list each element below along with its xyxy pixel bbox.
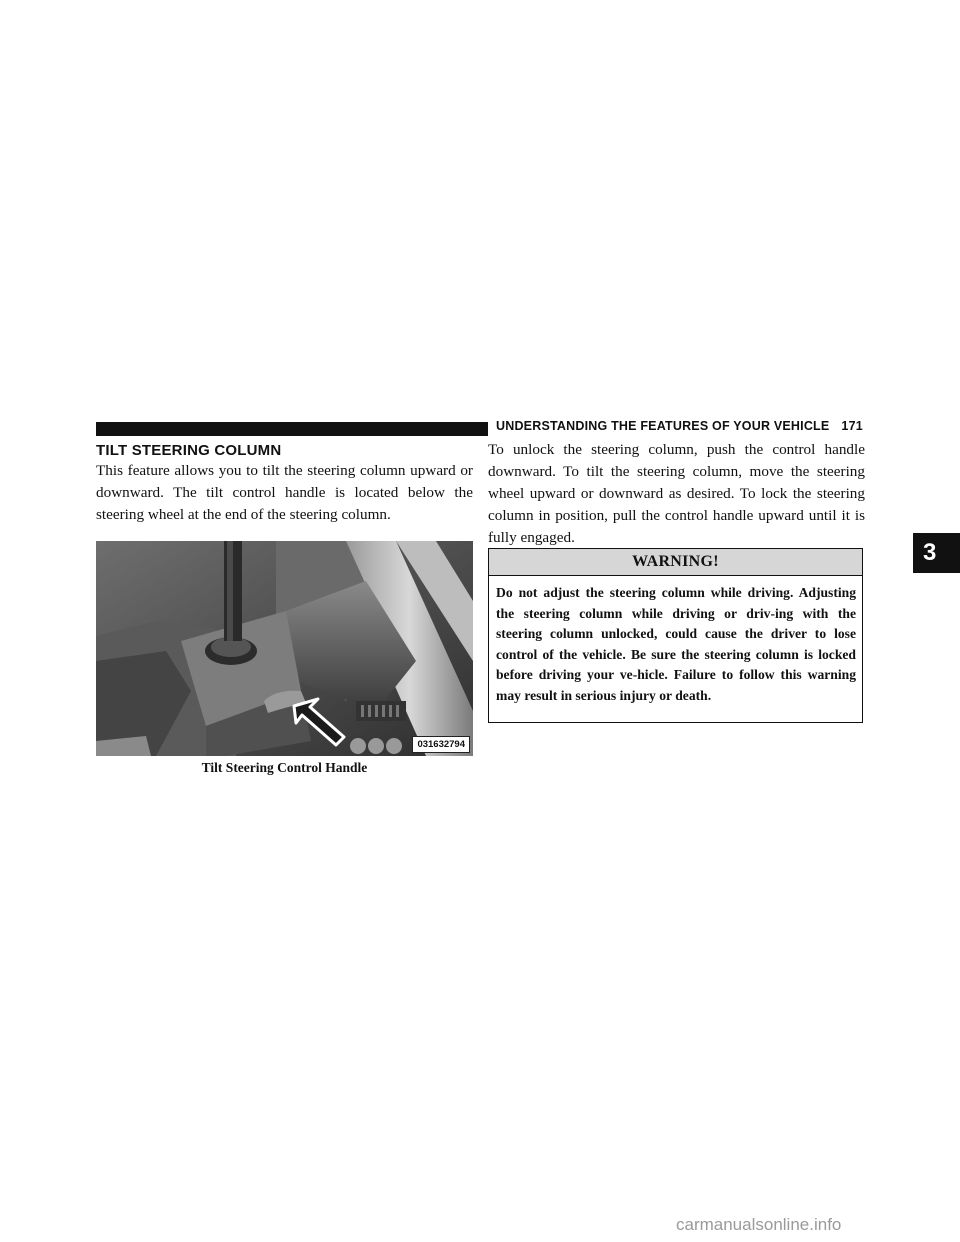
steering-control-photo	[96, 541, 473, 756]
warning-box	[488, 548, 863, 723]
header-title: UNDERSTANDING THE FEATURES OF YOUR VEHICLE	[496, 419, 830, 433]
instructions-paragraph: To unlock the steering column, push the control handle downward. To tilt the steering column, move the steering wheel upward or downward as desired. To lock the steering column in position, pull the control handle upward until it is fully engaged.	[488, 441, 865, 546]
figure-caption: Tilt Steering Control Handle	[201, 760, 368, 775]
section-title: TILT STEERING COLUMN	[96, 442, 282, 459]
warning-text: Do not adjust the steering column while driving. Adjusting the steering column while driving or driv-ing with the steering column unlocked, could cause the driver to lose control of the vehicle. Be sure the steering column is locked before driving your ve-hicle. Failure to follow this warning may result in serious injury or death.	[496, 585, 856, 703]
warning-title: WARNING!	[489, 549, 862, 576]
chapter-tab: 3	[913, 533, 960, 573]
header-rule	[96, 422, 488, 436]
figure-code: 031632794	[412, 736, 470, 753]
running-header	[496, 419, 863, 433]
page-number: 171	[841, 419, 863, 433]
photo-illustration	[96, 541, 473, 756]
watermark: carmanualsonline.info	[676, 1215, 842, 1234]
intro-paragraph: This feature allows you to tilt the steering column upward or downward. The tilt control handle is located below the steering wheel at the end of the steering column.	[96, 462, 473, 523]
